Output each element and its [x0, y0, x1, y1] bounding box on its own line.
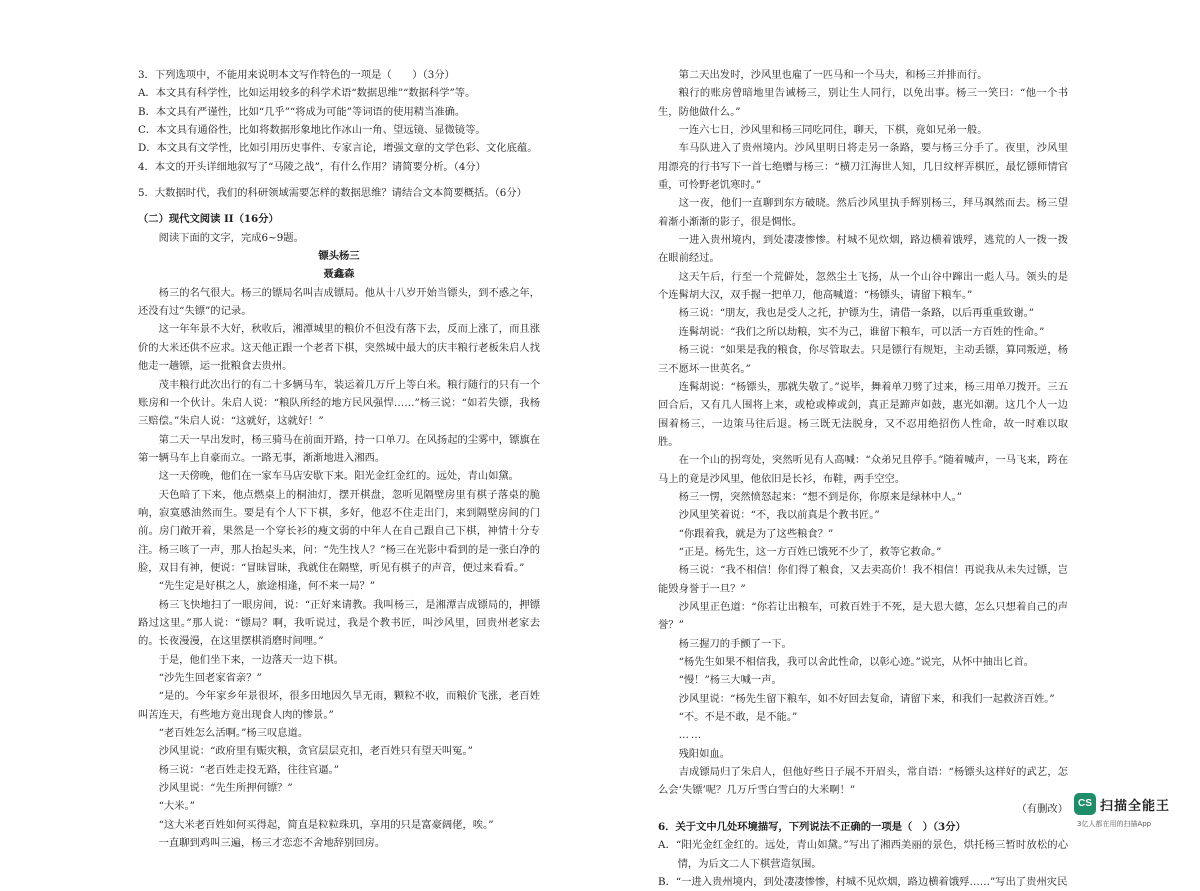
ellipsis-line: …… — [678, 729, 704, 742]
story-paragraph: “不。不是不敢，是不能。” — [678, 711, 798, 724]
story-paragraph: 连髯胡说：“杨镖头，那就失敬了。”说毕，舞着单刀劈了过来，杨三用单刀拨开。三五回合后，又有几人围将上来，或枪或棒或剑，真正是蹄声如鼓，惠光如潮。这几个人一边围着杨三，一边策马往后退。杨三既无法脱身，又不忍用绝招伤人性命，故一时难以取胜。 — [658, 380, 1068, 448]
story-paragraph: 一直聊到鸡叫三遍，杨三才恋恋不舍地辞别回房。 — [158, 837, 386, 850]
story-paragraph: 这一夜，他们一直聊到东方破晓。然后沙风里执手辉别杨三，拜马飒然而去。杨三望着渐小渐渐的影子，很是惆怅。 — [658, 197, 1068, 228]
question-6-option-b: B．“一进入贵州境内，到处凄凄惨惨，村城不见炊烟，路边横着饿殍……”写出了贵州灾民 — [658, 876, 1068, 889]
story-paragraph: 在一个山的拐弯处，突然听见有人高喊：“众弟兄且停手。”随着喊声，一马飞来，跨在马上的竟是沙风里，他依旧是长衫，布鞋，两手空空。 — [658, 454, 1068, 485]
story-paragraph: 杨三说：“老百姓走投无路，往往官逼。” — [158, 763, 340, 776]
story-paragraph: 第二天一早出发时，杨三骑马在前面开路，持一口单刀。在风扬起的尘雾中，镖旗在第一辆马车上自豪而立。一路无事，渐渐地进入湘西。 — [138, 433, 540, 464]
story-paragraph: 杨三一愣，突然愤怒起来：“想不到是你，你原来是绿林中人。” — [678, 490, 962, 503]
story-paragraph: 第二天出发时，沙风里也雇了一匹马和一个马夫，和杨三并排而行。 — [678, 69, 988, 81]
story-paragraph: 杨三说：“如果是我的粮食，你尽管取去。只是镖行有规矩，主动丢镖，算同叛逆，杨三不愿坏一世英名。” — [658, 344, 1068, 375]
story-paragraph: 沙风里说：“先生所押何镖？” — [158, 782, 293, 795]
story-paragraph: “杨先生如果不相信我，我可以舍此性命，以彰心迹。”说完，从怀中抽出匕首。 — [678, 656, 1035, 668]
story-paragraph: 这一年年景不大好，秋收后，湘潭城里的粮价不但没有落下去，反而上涨了，而且涨价的大米还供不应求。这天他正跟一个老者下棋，突然城中最大的庆丰粮行老板朱启人找他走一趟镖，运一批粮食去贵州。 — [138, 323, 540, 373]
story-paragraph: 吉成镖局归了朱启人，但他好些日子展不开眉头，常自语：“杨镖头这样好的武艺，怎么会‘失镖’呢？几万斤雪白雪白的大米啊！” — [658, 766, 1068, 797]
story-paragraph: 连髯胡说：“我们之所以劫粮，实不为己，谁留下粮车，可以活一方百姓的性命。” — [678, 325, 1045, 338]
question-6-option-a: A．“阳光金红金红的。远处，青山如黛。”写出了湘西美丽的景色，烘托杨三暂时放松的心情，为后文二人下棋营造氛围。 — [658, 839, 1068, 870]
story-paragraph: 天色暗了下来，他点燃桌上的桐油灯，摆开棋盘，忽听见隔壁房里有棋子落桌的脆响，寂寞感油然而生。要是有个人下下棋，多好，他忍不住走出门，来到隔壁房间的门前。房门敞开着，果然是一个穿长衫的瘦文弱的中年人在自己跟自己下棋，神情十分专注。杨三咳了一声，那人抬起头来，问：“先生找人？”杨三在光影中看到的是一张白净的脸，双目有神，便说：“冒昧冒昧，我就住在隔壁，听见有棋子的声音，便过来看看。” — [138, 488, 540, 574]
story-paragraph: 杨三飞快地扫了一眼房间，说：“正好来请教。我叫杨三，是湘潭吉成镖局的，押镖路过这里。”那人说：“镖局？啊，我听说过，我是个教书匠，叫沙风里，回贵州老家去的。长夜漫漫，在这里摆棋消磨时间哩。” — [138, 598, 540, 648]
story-paragraph: 杨三握刀的手颤了一下。 — [678, 637, 792, 650]
source-note: （有删改） — [1016, 802, 1068, 815]
story-paragraph: 残阳如血。 — [678, 747, 731, 760]
story-paragraph: 茂丰粮行此次出行的有二十多辆马车，装运着几万斤上等白米。粮行随行的只有一个账房和一个伙计。朱启人说：“粮队所经的地方民风强悍……”杨三说：“如若失镖，我杨三赔偿。”朱启人说：“这就好，这就好！” — [138, 378, 540, 428]
story-paragraph: “慢！”杨三大喊一声。 — [678, 674, 782, 687]
story-paragraph: 沙风里说：“杨先生留下粮车，如不好回去复命，请留下来，和我们一起救济百姓。” — [678, 692, 1055, 705]
question-4: 4．本文的开头详细地叙写了“马陵之战”，有什么作用？请简要分析。（4分） — [138, 160, 486, 173]
story-paragraph: 这天午后，行至一个荒僻处，忽然尘土飞扬，从一个山谷中蹿出一彪人马。领头的是个连髯胡大汉，双手握一把单刀，他高喊道：“杨镖头，请留下粮车。” — [658, 270, 1068, 302]
question-6: 6．关于文中几处环境描写，下列说法不正确的一项是（ ）（3分） — [658, 821, 966, 834]
story-paragraph: 一连六七日，沙风里和杨三同吃同住，聊天，下棋，竟如兄弟一般。 — [678, 124, 988, 137]
story-paragraph: 杨三说：“我不相信！你们得了粮食，又去卖高价！我不相信！再说我从未失过镖，岂能毁身誉于一旦？” — [658, 564, 1068, 595]
question-3-option-d: D．本文具有文学性，比如引用历史事件、专家言论，增强文章的文学色彩、文化底蕴。 — [138, 142, 538, 155]
left-column — [138, 66, 540, 852]
story-paragraph: 一进入贵州境内，到处凄凄惨惨。村城不见炊烟，路边横着饿殍，逃荒的人一拨一拨在眼前经过。 — [658, 234, 1068, 265]
story-author: 聂鑫森 — [323, 268, 355, 281]
question-3-option-a: A．本文具有科学性，比如运用较多的科学术语“数据思维”“数据科学”等。 — [138, 87, 476, 100]
story-paragraph: 杨三说：“朋友，我也是受人之托，护镖为生，请借一条路，以后再重重致谢。” — [678, 307, 1035, 320]
camscanner-logo-icon: CS — [1074, 793, 1096, 815]
story-paragraph: “老百姓怎么活啊。”杨三叹息道。 — [158, 727, 309, 740]
question-3: 3．下列选项中，不能用来说明本文写作特色的一项是（ ）（3分） — [138, 69, 455, 81]
story-paragraph: “你跟着我，就是为了这些粮食？” — [678, 527, 834, 540]
scanner-watermark — [1074, 793, 1184, 833]
story-paragraph: “这大米老百姓如何买得起，简直是粒粒珠玑，享用的只是富豪阔佬，唉。” — [158, 818, 494, 831]
story-paragraph: “沙先生回老家省亲？” — [158, 672, 262, 684]
story-paragraph: 这一天傍晚，他们在一家车马店安歇下来。阳光金红金红的。远处，青山如黛。 — [158, 470, 519, 483]
right-column — [658, 66, 1068, 891]
story-paragraph: 沙风里说：“政府里有赈灾粮，贪官层层克扣，老百姓只有望天叫冤。” — [158, 745, 473, 758]
story-paragraph: “先生定是好棋之人，旅途相逢，何不来一局？” — [158, 580, 376, 593]
reading-instruction: 阅读下面的文字，完成6~9题。 — [158, 231, 304, 244]
story-paragraph: 车马队进入了贵州境内。沙风里明日将走另一条路，要与杨三分手了。夜里，沙风里用漂亮的行书写下一首七绝赠与杨三：“横刀江海世人知，几日纹枰弄棋匠，最忆镖师情官重，可怜野老饥寒时。” — [658, 142, 1068, 192]
story-paragraph: “大米。” — [158, 800, 195, 813]
section-heading: （二）现代文阅读 II（16分） — [138, 213, 279, 226]
story-paragraph: 沙风里笑着说：“不，我以前真是个教书匠。” — [678, 509, 880, 522]
watermark-tagline: 3亿人都在用的扫描App — [1077, 820, 1152, 828]
watermark-brand: 扫描全能王 — [1100, 799, 1171, 814]
story-title: 镖头杨三 — [318, 250, 360, 263]
story-paragraph: 于是，他们坐下来，一边落天一边下棋。 — [158, 653, 344, 666]
story-paragraph: “正是。杨先生，这一方百姓已饿死不少了，救等它救命。” — [678, 545, 942, 558]
story-paragraph: 沙风里正色道：“你若让出粮车，可救百姓于不死，是大恩大德，怎么只想着自己的声誉？” — [658, 600, 1068, 632]
question-5: 5．大数据时代，我们的科研领域需要怎样的数据思维？请结合文本简要概括。（6分） — [138, 187, 527, 200]
question-3-option-c: C．本文具有通俗性，比如将数据形象地比作冰山一角、望远镜、显微镜等。 — [138, 124, 486, 137]
story-paragraph: 杨三的名气很大。杨三的镖局名叫吉成镖局。他从十八岁开始当镖头，到不惑之年，还没有过“失镖”的记录。 — [138, 286, 540, 318]
story-paragraph: 粮行的账房曾暗地里告诫杨三，别让生人同行，以免出事。杨三一笑曰：“他一个书生，防他做什么。” — [658, 87, 1068, 118]
question-3-option-b: B．本文具有严谨性，比如“几乎”“将成为可能”等词语的使用精当准确。 — [138, 105, 466, 118]
story-paragraph: “是的。今年家乡年景很坏，很多田地因久旱无雨，颗粒不收，而粮价飞涨，老百姓叫苦连天，有些地方竟出现食人肉的惨景。” — [138, 690, 540, 721]
